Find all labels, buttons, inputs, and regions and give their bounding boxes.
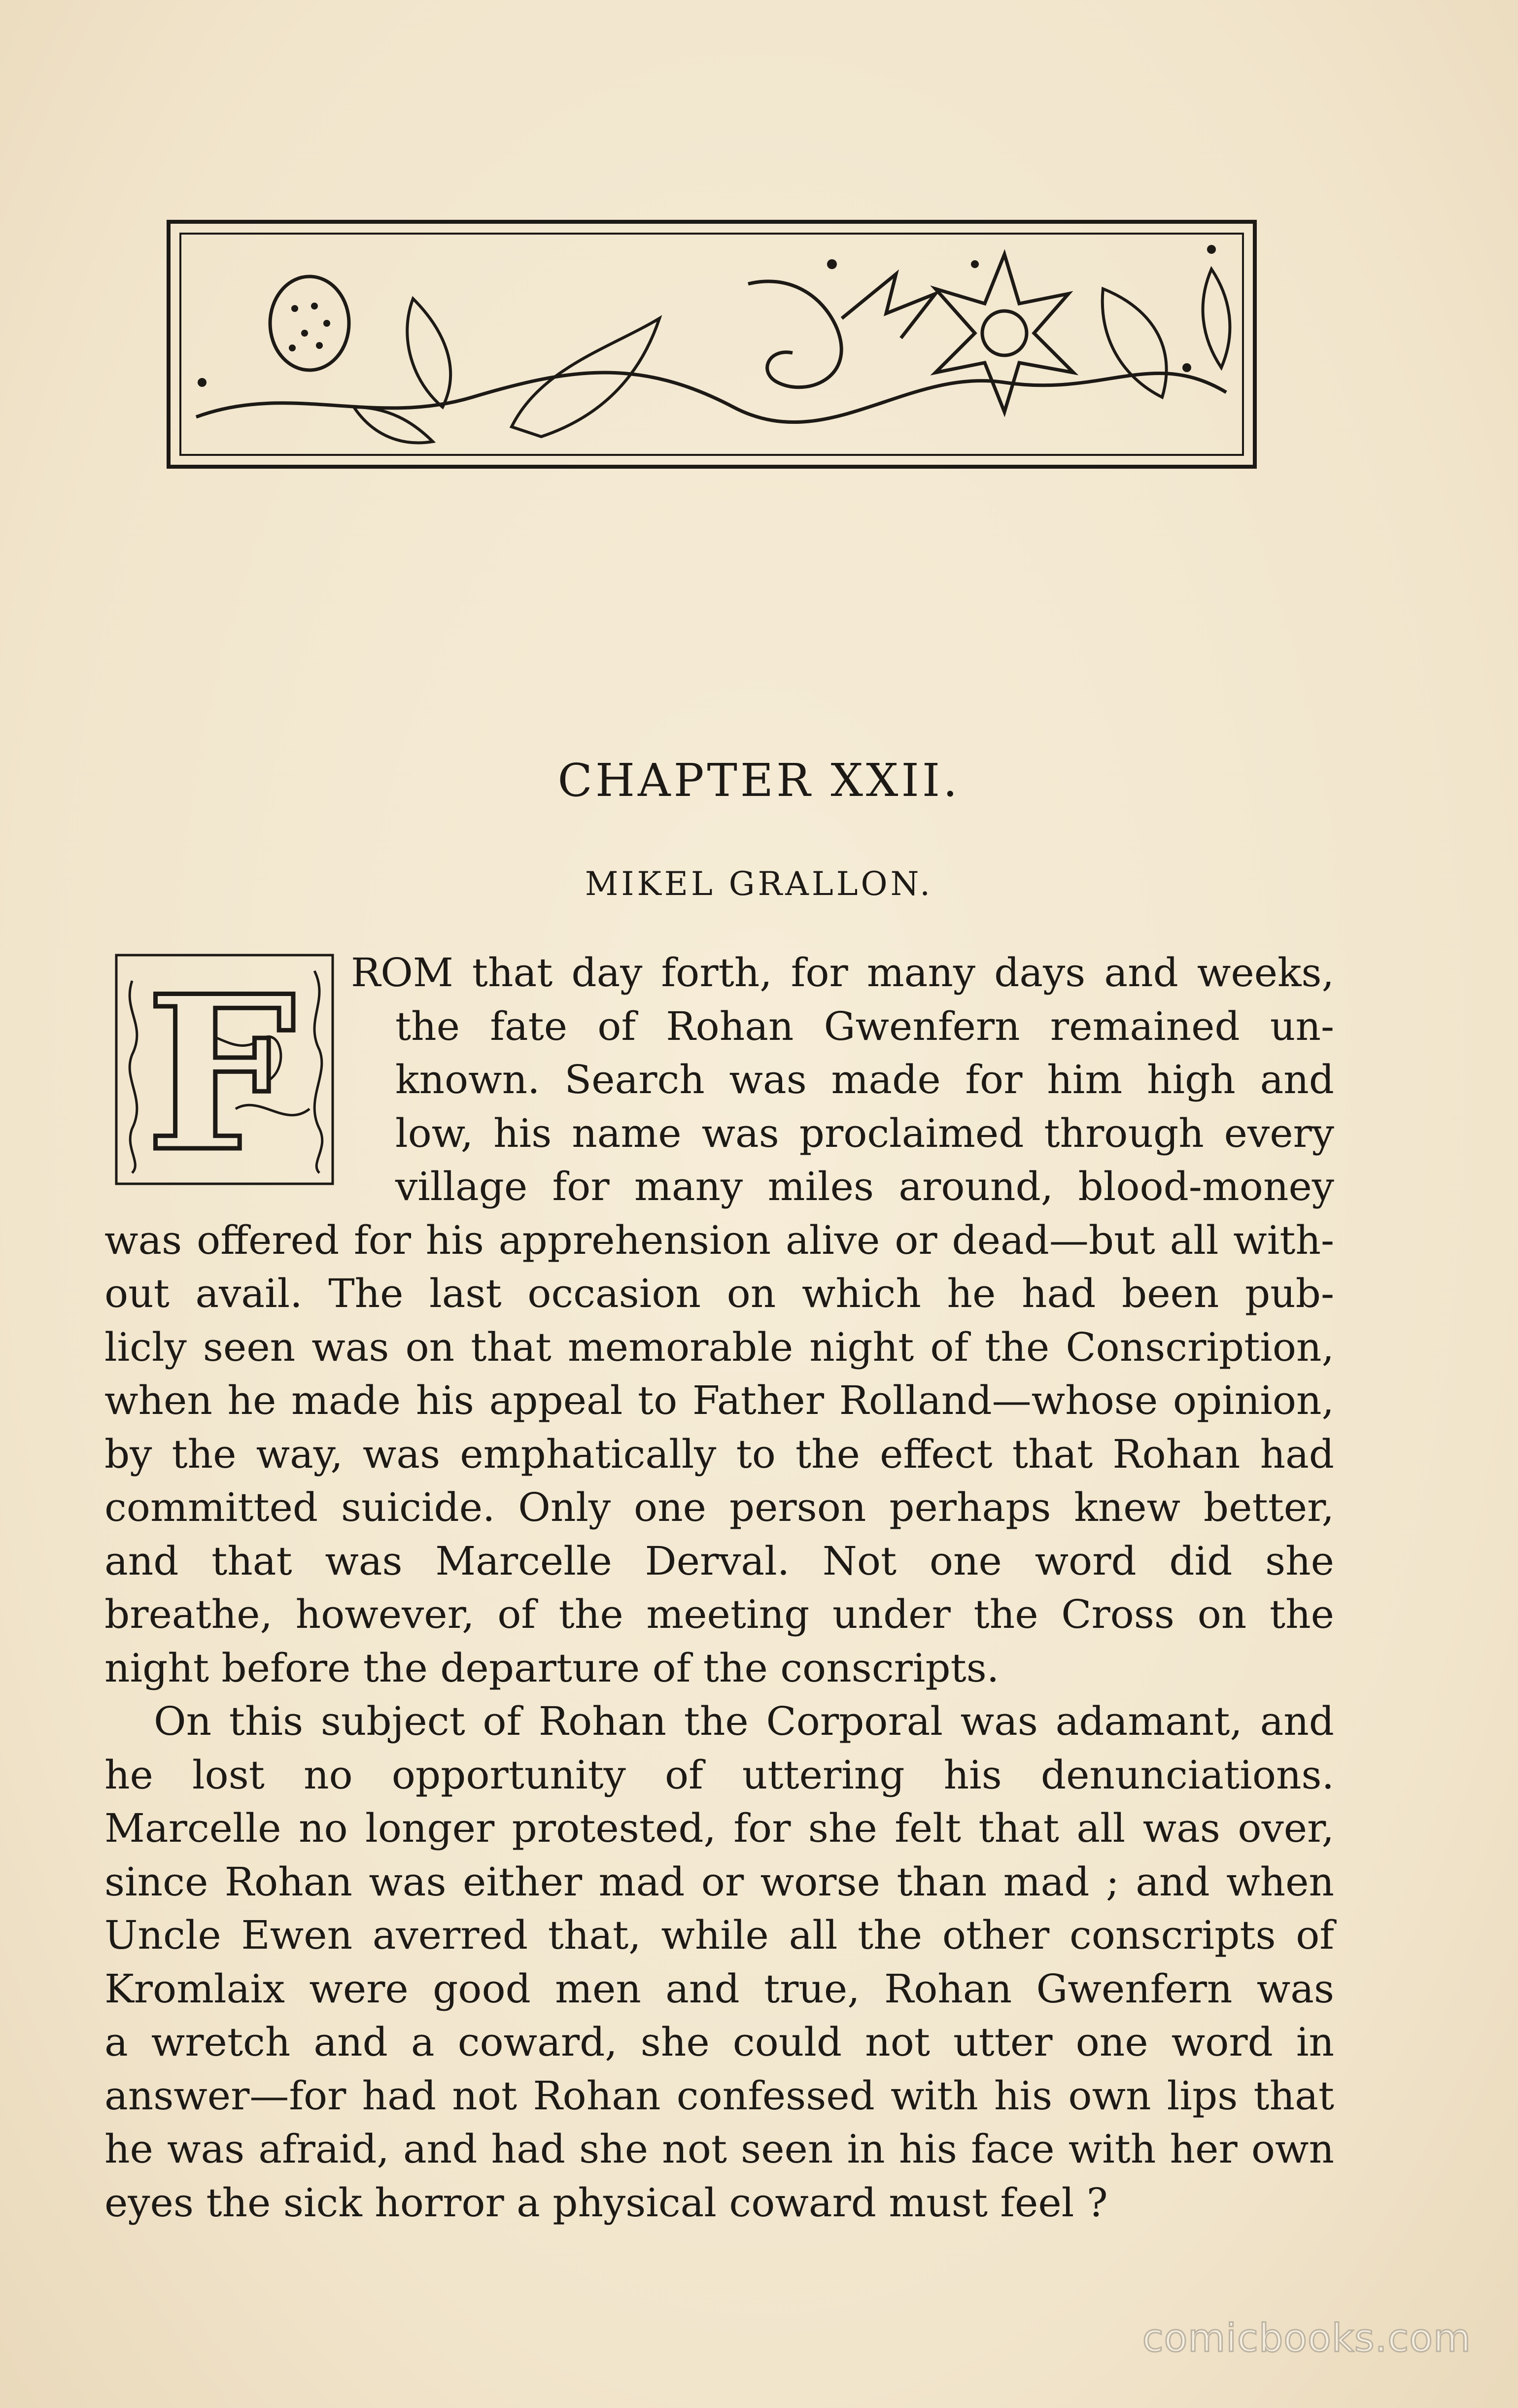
- text-line: a wretch and a coward, she could not utter one word in: [104, 2019, 1334, 2065]
- floral-headpiece-ornament: [167, 220, 1257, 469]
- text-line: Uncle Ewen averred that, while all the other conscripts of: [104, 1912, 1334, 1958]
- text-line: village for many miles around, blood-money: [395, 1164, 1334, 1209]
- text-line: night before the departure of the conscripts.: [104, 1645, 1000, 1691]
- text-line: since Rohan was either mad or worse than mad ; and when: [104, 1858, 1334, 1905]
- text-line: On this subject of Rohan the Corporal was adamant, and: [154, 1698, 1334, 1744]
- chapter-subtitle: MIKEL GRALLON.: [585, 865, 933, 903]
- text-line: the fate of Rohan Gwenfern remained un-: [395, 1003, 1334, 1049]
- text-line: out avail. The last occasion on which he had been pub-: [104, 1271, 1334, 1316]
- text-line: he lost no opportunity of uttering his denunciations.: [104, 1752, 1334, 1798]
- drop-cap-letter: F: [145, 951, 296, 1188]
- text-line: known. Search was made for him high and: [395, 1057, 1334, 1102]
- text-line: and that was Marcelle Derval. Not one word did she: [104, 1538, 1334, 1584]
- text-line: answer—for had not Rohan confessed with his own lips that: [104, 2072, 1334, 2119]
- text-line: Marcelle no longer protested, for she felt that all was over,: [104, 1805, 1334, 1851]
- body-text: [104, 946, 1334, 2230]
- text-line: licly seen was on that memorable night of the Conscription,: [104, 1324, 1334, 1370]
- text-line: he was afraid, and had she not seen in his face with her own: [104, 2126, 1334, 2172]
- text-line: was offered for his apprehension alive or dead—but all with-: [104, 1217, 1334, 1263]
- text-line: eyes the sick horror a physical coward must feel ?: [104, 2179, 1108, 2226]
- chapter-title: CHAPTER XXII.: [557, 754, 961, 807]
- text-line: breathe, however, of the meeting under the Cross on the: [104, 1591, 1334, 1637]
- text-line: by the way, was emphatically to the effect that Rohan had: [104, 1431, 1334, 1477]
- watermark: comicbooks.com: [1142, 2316, 1471, 2361]
- text-line: low, his name was proclaimed through every: [395, 1110, 1334, 1156]
- text-line: committed suicide. Only one person perhaps knew better,: [104, 1484, 1334, 1530]
- text-line: when he made his appeal to Father Rolland—whose opinion,: [104, 1377, 1334, 1423]
- text-line: Kromlaix were good men and true, Rohan Gwenfern was: [104, 1965, 1334, 2012]
- text-line: ROM that day forth, for many days and weeks,: [351, 950, 1334, 996]
